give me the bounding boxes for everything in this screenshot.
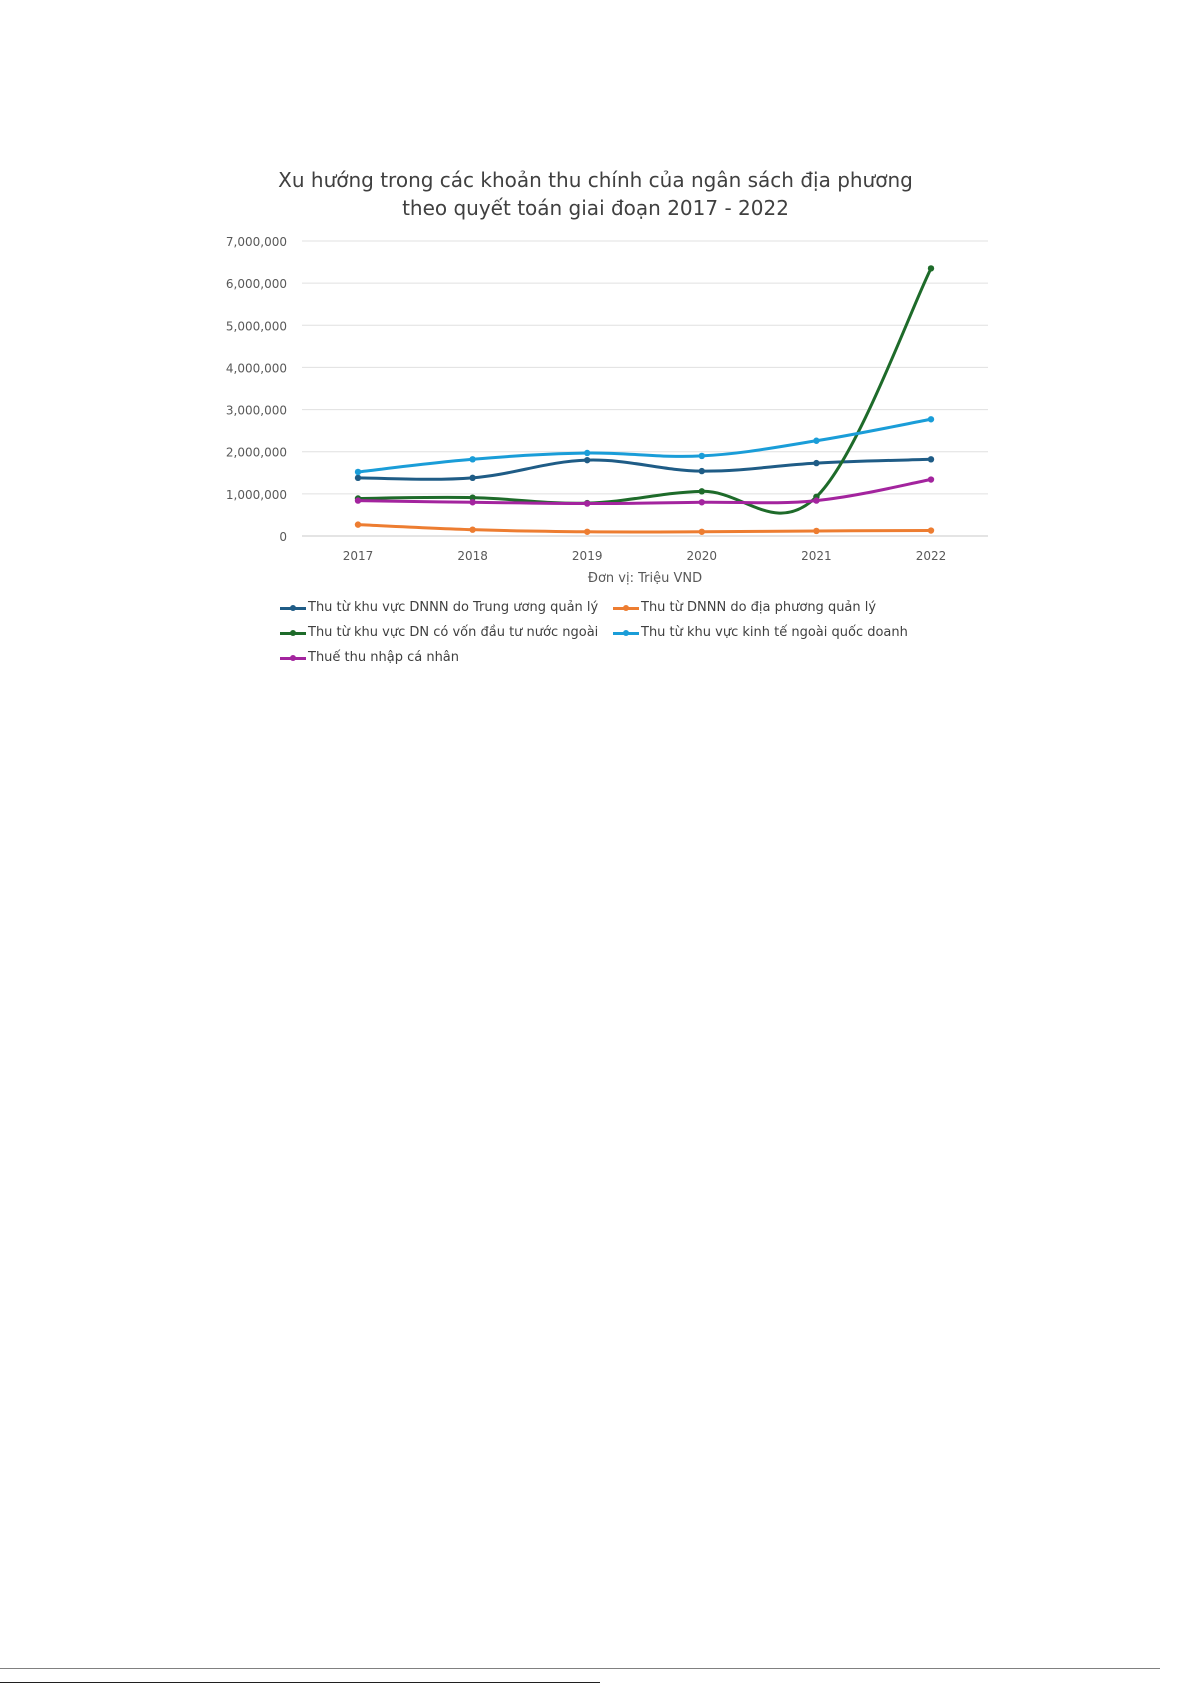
y-tick-label: 7,000,000: [225, 235, 287, 249]
x-axis-title: Đơn vị: Triệu VND: [587, 571, 703, 586]
series-2-point: [355, 521, 361, 527]
series-5-point: [584, 500, 590, 506]
legend-swatch: [280, 652, 306, 664]
series-1-point: [699, 468, 705, 474]
x-tick-label: 2017: [342, 549, 374, 563]
legend-swatch: [280, 627, 306, 639]
series-2-point: [469, 526, 475, 532]
series-2-point: [813, 528, 819, 534]
series-line-3: [358, 268, 931, 513]
legend-item: [613, 600, 876, 615]
series-4-point: [584, 450, 590, 456]
series-2-point: [699, 529, 705, 535]
series-line-2: [358, 525, 931, 532]
y-tick-label: 3,000,000: [225, 403, 287, 418]
series-5-point: [699, 499, 705, 505]
y-tick-label: 0: [279, 530, 287, 544]
series-3-point: [928, 265, 934, 271]
series-5-point: [355, 497, 361, 503]
series-4-point: [928, 416, 934, 422]
legend-swatch: [280, 602, 306, 614]
series-2-point: [584, 529, 590, 535]
series-1-point: [584, 457, 590, 463]
chart-title-line-1: Xu hướng trong các khoản thu chính của ngân sách địa phương: [278, 168, 913, 192]
y-tick-label: 6,000,000: [225, 277, 287, 292]
legend-label: Thuế thu nhập cá nhân: [308, 650, 460, 665]
footnote-divider: [0, 1682, 600, 1683]
series-1-point: [355, 475, 361, 481]
series-1-point: [813, 460, 819, 466]
legend-label: Thu từ khu vực DNNN do Trung ương quản lý: [308, 600, 599, 615]
series-5-point: [813, 497, 819, 503]
series-4-point: [469, 456, 475, 462]
line-chart: [0, 0, 1191, 600]
y-tick-label: 1,000,000: [225, 487, 287, 502]
legend-item: [613, 625, 908, 640]
series-4-point: [813, 438, 819, 444]
series-5-point: [928, 476, 934, 482]
series-1-point: [928, 456, 934, 462]
series-1-point: [469, 475, 475, 481]
chart-container: [0, 0, 1191, 700]
x-tick-label: 2022: [915, 549, 947, 563]
legend-item: [280, 625, 598, 640]
series-2-point: [928, 527, 934, 533]
legend-item: [280, 600, 598, 615]
series-4-point: [699, 453, 705, 459]
x-tick-label: 2018: [457, 549, 488, 563]
chart-title-line-2: theo quyết toán giai đoạn 2017 - 2022: [402, 196, 789, 220]
y-tick-label: 4,000,000: [225, 361, 287, 376]
x-tick-label: 2021: [801, 549, 832, 563]
page-footer-divider: [0, 1668, 1160, 1669]
legend-label: Thu từ khu vực kinh tế ngoài quốc doanh: [641, 625, 908, 640]
series-5-point: [469, 499, 475, 505]
y-tick-label: 5,000,000: [225, 319, 287, 334]
legend-label: Thu từ khu vực DN có vốn đầu tư nước ngoài: [308, 625, 599, 640]
legend-label: Thu từ DNNN do địa phương quản lý: [641, 600, 877, 615]
x-tick-label: 2019: [571, 549, 603, 563]
legend-item: [280, 650, 459, 665]
series-4-point: [355, 469, 361, 475]
legend-swatch: [613, 627, 639, 639]
y-tick-label: 2,000,000: [225, 445, 287, 460]
series-3-point: [699, 488, 705, 494]
x-tick-label: 2020: [686, 549, 718, 563]
series-line-5: [358, 480, 931, 504]
legend-swatch: [613, 602, 639, 614]
